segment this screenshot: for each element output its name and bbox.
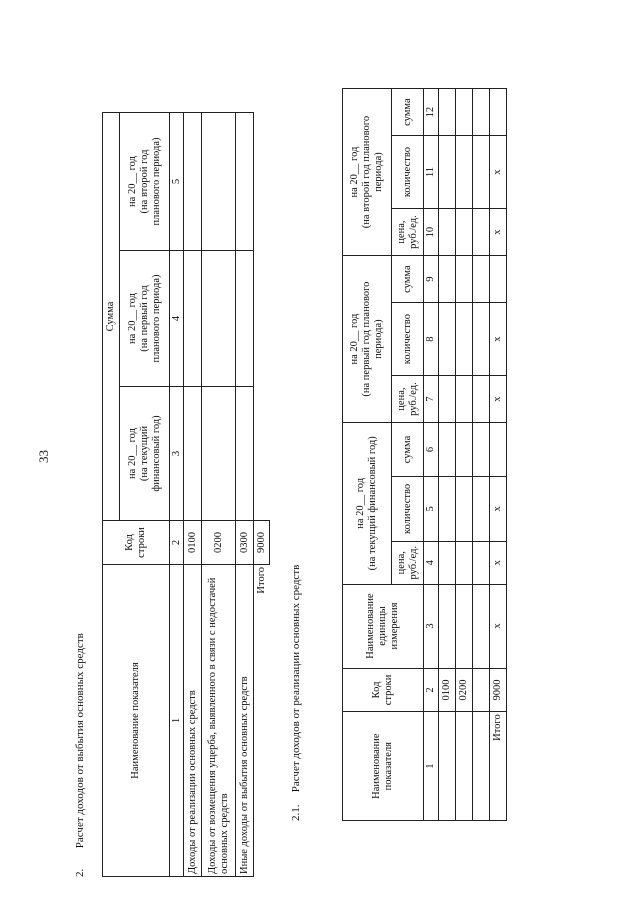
section-title: Расчет доходов от выбытия основных средств	[74, 633, 86, 849]
value-cell	[473, 584, 490, 668]
value-cell	[439, 584, 456, 668]
value-cell	[439, 303, 456, 376]
value-cell	[456, 256, 473, 303]
table-row	[473, 89, 490, 821]
header-price: цена, руб./ед.	[392, 541, 424, 584]
value-cell	[490, 89, 507, 136]
header-amount: сумма	[392, 423, 424, 477]
empty-cell	[254, 387, 270, 521]
header-line: на 20__ год	[349, 146, 360, 198]
header-line: (на первый год	[138, 285, 150, 352]
total-code: 9000	[490, 668, 507, 712]
column-number: 8	[424, 303, 439, 376]
header-line: на 20__ год	[349, 313, 360, 365]
column-number: 2	[424, 668, 439, 712]
header-quantity: количество	[392, 303, 424, 376]
header-line: на 20__ год	[355, 477, 366, 529]
header-name: Наименование показателя	[343, 712, 424, 821]
column-number: 7	[424, 376, 439, 423]
header-line: (на второй год планового	[361, 115, 372, 229]
row-code: 0300	[236, 521, 254, 565]
column-number: 9	[424, 256, 439, 303]
header-first-plan-year	[343, 256, 392, 423]
value-cell	[439, 376, 456, 423]
total-row	[254, 113, 270, 877]
row-name	[473, 712, 490, 821]
value-cell	[456, 476, 473, 541]
value-cell	[236, 113, 254, 251]
row-code	[473, 668, 490, 712]
header-unit: Наименование единицы измерения	[343, 584, 424, 668]
x-mark: x	[490, 541, 507, 584]
section-2-1-heading	[290, 565, 302, 821]
value-cell	[202, 113, 236, 251]
value-cell	[439, 209, 456, 256]
value-cell	[456, 209, 473, 256]
row-name: Иные доходы от выбытия основных средств	[236, 565, 254, 877]
header-line: (на первый год планового	[361, 281, 372, 397]
table-row	[439, 89, 456, 821]
header-line: планового периода)	[150, 274, 162, 363]
value-cell	[202, 387, 236, 521]
table-row	[202, 113, 236, 877]
table-row	[456, 89, 473, 821]
sales-income-table	[342, 88, 507, 821]
value-cell	[439, 476, 456, 541]
header-row	[343, 89, 392, 821]
header-line: финансовый год)	[150, 415, 162, 492]
column-number: 10	[424, 209, 439, 256]
header-line: (на текущий	[138, 425, 150, 482]
row-code: 0200	[202, 521, 236, 565]
table-row	[236, 113, 254, 877]
value-cell	[456, 541, 473, 584]
value-cell	[236, 387, 254, 521]
table-row	[184, 113, 202, 877]
header-line: на 20__ год	[126, 428, 138, 479]
column-number: 1	[424, 712, 439, 821]
x-mark: x	[490, 584, 507, 668]
row-code: 0100	[184, 521, 202, 565]
value-cell	[473, 376, 490, 423]
header-line: периода)	[373, 152, 384, 192]
value-cell	[456, 423, 473, 477]
total-label: Итого	[490, 712, 507, 821]
value-cell	[456, 584, 473, 668]
value-cell	[184, 251, 202, 387]
header-second-plan-year	[343, 89, 392, 256]
row-name	[456, 712, 473, 821]
row-name	[439, 712, 456, 821]
header-line: на 20__ год	[126, 293, 138, 344]
header-quantity: количество	[392, 476, 424, 541]
value-cell	[236, 251, 254, 387]
header-row	[103, 113, 120, 877]
row-name: Доходы от реализации основных средств	[184, 565, 202, 877]
section-number: 2.1.	[290, 804, 302, 821]
row-code: 0100	[439, 668, 456, 712]
column-number: 11	[424, 136, 439, 209]
column-number: 5	[170, 113, 184, 251]
column-number-row	[424, 89, 439, 821]
value-cell	[184, 113, 202, 251]
column-number: 12	[424, 89, 439, 136]
header-name: Наименование показателя	[103, 565, 170, 877]
x-mark: x	[490, 209, 507, 256]
x-mark: x	[490, 136, 507, 209]
header-current-year	[343, 423, 392, 584]
column-number: 6	[424, 423, 439, 477]
header-line: периода)	[373, 319, 384, 359]
value-cell	[439, 256, 456, 303]
column-number-row	[170, 113, 184, 877]
value-cell	[473, 89, 490, 136]
section-title: Расчет доходов от реализации основных средств	[290, 564, 302, 793]
total-label: Итого	[254, 565, 270, 877]
column-number: 4	[424, 541, 439, 584]
value-cell	[473, 136, 490, 209]
row-code: 0200	[456, 668, 473, 712]
value-cell	[456, 376, 473, 423]
header-line: (на второй год	[138, 149, 150, 214]
disposal-income-table	[102, 112, 270, 877]
total-code: 9000	[254, 521, 270, 565]
header-line: планового периода)	[150, 137, 162, 226]
value-cell	[439, 541, 456, 584]
header-amount: сумма	[392, 256, 424, 303]
header-quantity: количество	[392, 136, 424, 209]
value-cell	[456, 89, 473, 136]
column-number: 4	[170, 251, 184, 387]
value-cell	[473, 423, 490, 477]
x-mark: x	[490, 303, 507, 376]
header-line: (на текущий финансовый год)	[367, 436, 378, 571]
value-cell	[473, 209, 490, 256]
section-2-heading	[74, 633, 86, 877]
header-second-plan-year	[120, 113, 170, 251]
section-number: 2.	[74, 868, 86, 877]
column-number: 3	[170, 387, 184, 521]
column-number: 2	[170, 521, 184, 565]
header-price: цена, руб./ед.	[392, 376, 424, 423]
total-row	[490, 89, 507, 821]
value-cell	[184, 387, 202, 521]
value-cell	[439, 89, 456, 136]
value-cell	[473, 541, 490, 584]
column-number: 5	[424, 476, 439, 541]
x-mark: x	[490, 376, 507, 423]
header-first-plan-year	[120, 251, 170, 387]
value-cell	[473, 476, 490, 541]
x-mark: x	[490, 476, 507, 541]
empty-cell	[254, 113, 270, 251]
value-cell	[473, 256, 490, 303]
page-number: 33	[36, 450, 51, 463]
header-sum: Сумма	[103, 113, 120, 521]
value-cell	[456, 136, 473, 209]
value-cell	[439, 136, 456, 209]
header-amount: сумма	[392, 89, 424, 136]
header-line: на 20__ год	[126, 156, 138, 207]
header-code: Код строки	[343, 668, 424, 712]
value-cell	[439, 423, 456, 477]
header-price: цена, руб./ед.	[392, 209, 424, 256]
empty-cell	[254, 251, 270, 387]
column-number: 1	[170, 565, 184, 877]
value-cell	[202, 251, 236, 387]
value-cell	[473, 303, 490, 376]
header-current-year	[120, 387, 170, 521]
header-code: Код строки	[103, 521, 170, 565]
row-name: Доходы от возмещения ущерба, выявленного в связи с недостачей основных средств	[202, 565, 236, 877]
value-cell	[456, 303, 473, 376]
value-cell	[490, 423, 507, 477]
column-number: 3	[424, 584, 439, 668]
value-cell	[490, 256, 507, 303]
